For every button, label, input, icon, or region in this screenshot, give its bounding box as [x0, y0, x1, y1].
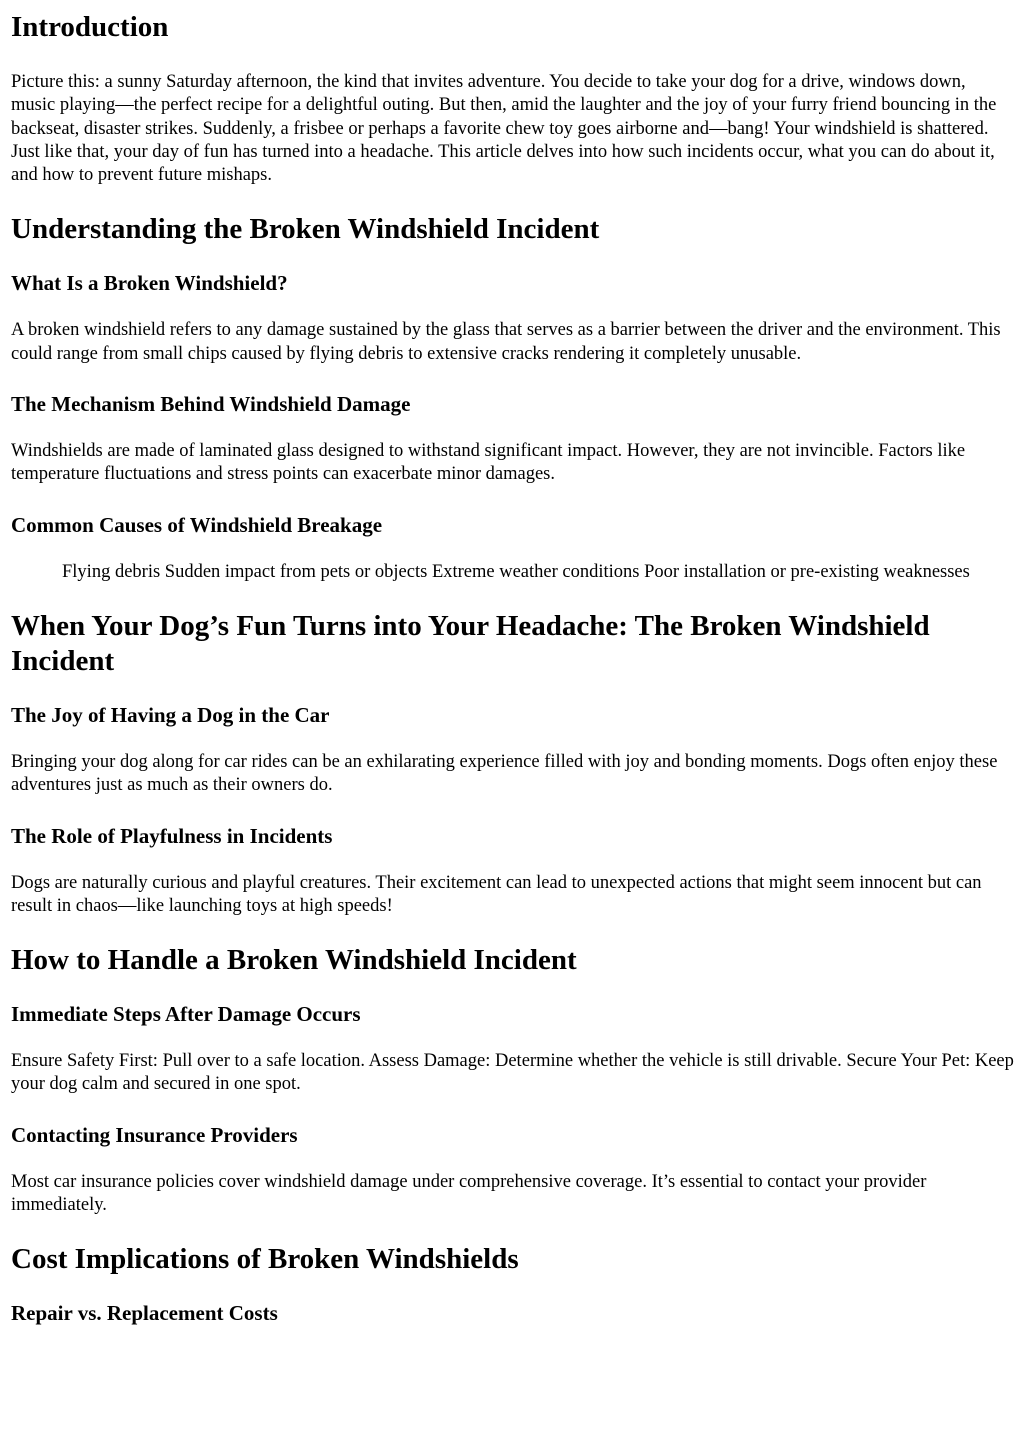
- heading-insurance: Contacting Insurance Providers: [11, 1122, 298, 1147]
- paragraph-mechanism: Windshields are made of laminated glass designed to withstand significant impact. However, they are not invincible. Factors like temperature fluctuations and stress points can exacerbate minor damages.: [11, 441, 966, 485]
- article: [0, 10, 1024, 1326]
- heading-immediate-steps: Immediate Steps After Damage Occurs: [11, 1002, 361, 1027]
- paragraph-immediate-steps: Ensure Safety First: Pull over to a safe location. Assess Damage: Determine whether the vehicle is still drivable. Secure Your Pet: Keep your dog calm and secured in one spot.: [11, 1051, 1014, 1095]
- list-common-causes: Flying debris Sudden impact from pets or objects Extreme weather conditions Poor installation or pre-existing weaknesses: [62, 561, 970, 582]
- heading-handle-incident: How to Handle a Broken Windshield Incident: [11, 944, 577, 977]
- paragraph-insurance: Most car insurance policies cover windshield damage under comprehensive coverage. It’s essential to contact your provider immediately.: [11, 1171, 927, 1216]
- heading-understanding: Understanding the Broken Windshield Incident: [11, 213, 600, 246]
- paragraph-playfulness: Dogs are naturally curious and playful creatures. Their excitement can lead to unexpected actions that might seem innocent but can result in chaos—like launching toys at high speeds!: [11, 872, 982, 916]
- paragraph-joy-of-dog: Bringing your dog along for car rides can be an exhilarating experience filled with joy and bonding moments. Dogs often enjoy these adventures just as much as their owners do.: [11, 751, 998, 796]
- heading-joy-of-dog: The Joy of Having a Dog in the Car: [11, 702, 330, 727]
- heading-repair-vs-replacement: Repair vs. Replacement Costs: [11, 1301, 278, 1326]
- heading-common-causes: Common Causes of Windshield Breakage: [11, 512, 383, 537]
- heading-mechanism: The Mechanism Behind Windshield Damage: [11, 392, 411, 417]
- heading-introduction: Introduction: [11, 11, 169, 43]
- heading-cost-implications: Cost Implications of Broken Windshields: [11, 1243, 519, 1276]
- heading-what-is-broken-windshield: What Is a Broken Windshield?: [11, 271, 288, 296]
- paragraph-what-is-broken-windshield: A broken windshield refers to any damage sustained by the glass that serves as a barrier between the driver and the environment. This could range from small chips caused by flying debris to extensive cracks rendering it completely unusable.: [11, 320, 1001, 364]
- heading-dogs-fun: When Your Dog’s Fun Turns into Your Headache: The Broken Windshield Incident: [11, 609, 930, 677]
- heading-playfulness: The Role of Playfulness in Incidents: [11, 823, 333, 848]
- paragraph-introduction: Picture this: a sunny Saturday afternoon, the kind that invites adventure. You decide to take your dog for a drive, windows down, music playing—the perfect recipe for a delightful outing. But then, amid the laughter and the joy of your furry friend bouncing in the backseat, disaster strikes. Suddenly, a frisbee or perhaps a favorite chew toy goes airborne and—bang! Your windshield is shattered. Just like that, your day of fun has turned into a headache. This article delves into how such incidents occur, what you can do about it, and how to prevent future mishaps.: [11, 72, 997, 186]
